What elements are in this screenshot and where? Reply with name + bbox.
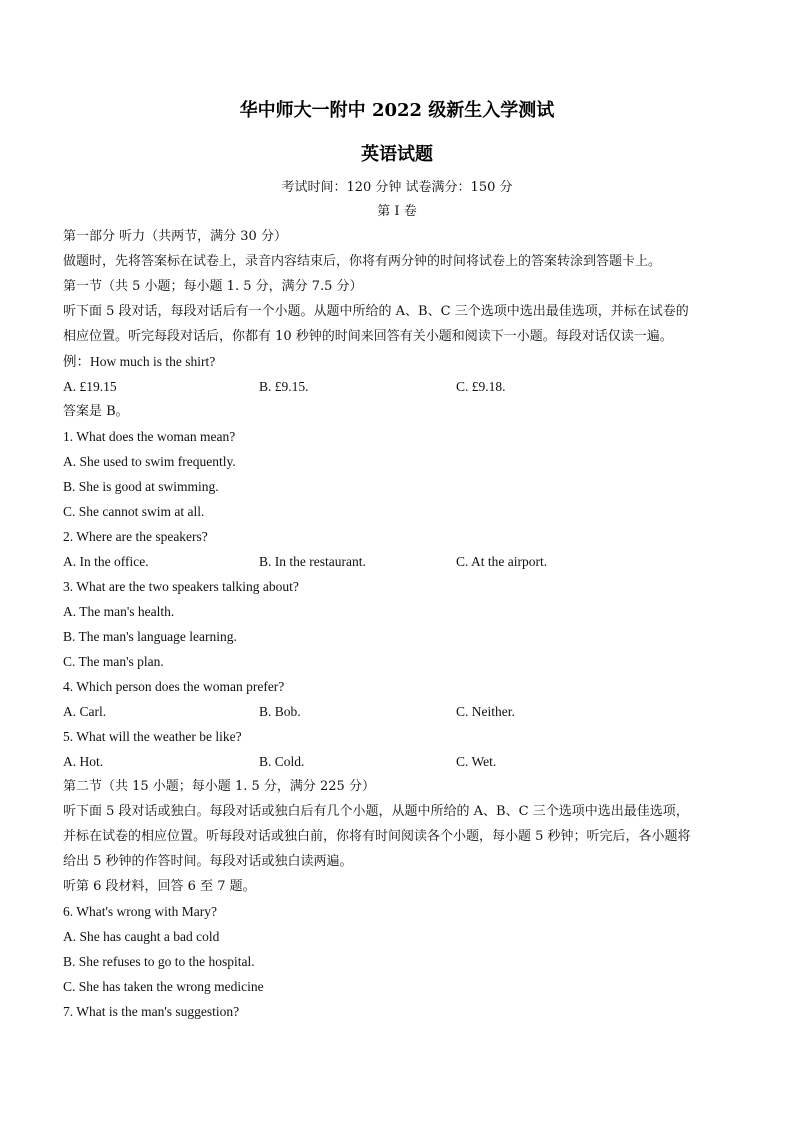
- question-6-stem: 6. What's wrong with Mary?: [63, 904, 218, 919]
- question-4-option-c: C. Neither.: [456, 704, 515, 719]
- question-3-option-c: C. The man's plan.: [63, 654, 164, 669]
- example-option-a: A. £19.15: [63, 379, 117, 394]
- question-3-option-a: A. The man's health.: [63, 604, 175, 619]
- section2-instruction-line2: 并标在试卷的相应位置。听每段对话或独白前，你将有时间阅读各个小题，每小题 5 秒钟；听完后，各小题将: [63, 829, 691, 844]
- question-2-stem: 2. Where are the speakers?: [63, 529, 208, 544]
- exam-subtitle: 英语试题: [361, 144, 433, 165]
- question-6-option-b: B. She refuses to go to the hospital.: [63, 954, 255, 969]
- example-answer: 答案是 B。: [63, 404, 129, 419]
- question-4-option-b: B. Bob.: [259, 704, 301, 719]
- question-5-option-c: C. Wet.: [456, 754, 497, 769]
- question-2-option-b: B. In the restaurant.: [259, 554, 366, 569]
- material-6-label: 听第 6 段材料，回答 6 至 7 题。: [63, 879, 256, 894]
- question-5-options: [63, 749, 733, 774]
- question-1-stem: 1. What does the woman mean?: [63, 429, 236, 444]
- question-5-stem: 5. What will the weather be like?: [63, 729, 242, 744]
- question-1-option-a: A. She used to swim frequently.: [63, 454, 236, 469]
- question-3-stem: 3. What are the two speakers talking about?: [63, 579, 299, 594]
- part1-instruction: 做题时，先将答案标在试卷上，录音内容结束后，你将有两分钟的时间将试卷上的答案转涂到答题卡上。: [63, 254, 662, 269]
- question-6-option-c: C. She has taken the wrong medicine: [63, 979, 264, 994]
- part1-heading: 第一部分 听力（共两节，满分 30 分）: [63, 229, 287, 244]
- section2-heading: 第二节（共 15 小题；每小题 1. 5 分，满分 225 分）: [63, 779, 375, 794]
- question-1-option-c: C. She cannot swim at all.: [63, 504, 205, 519]
- question-6-option-a: A. She has caught a bad cold: [63, 929, 220, 944]
- question-3-option-b: B. The man's language learning.: [63, 629, 237, 644]
- exam-info: 考试时间：120 分钟 试卷满分：150 分: [281, 180, 513, 195]
- example-option-b: B. £9.15.: [259, 379, 309, 394]
- example-question: 例：How much is the shirt?: [63, 354, 216, 369]
- question-5-option-a: A. Hot.: [63, 754, 104, 769]
- section1-heading: 第一节（共 5 小题；每小题 1. 5 分，满分 7.5 分）: [63, 279, 363, 294]
- section2-instruction-line1: 听下面 5 段对话或独白。每段对话或独白后有几个小题，从题中所给的 A、B、C 三个选项中选出最佳选项，: [63, 804, 689, 819]
- question-2-options: [63, 549, 733, 574]
- section1-instruction-line1: 听下面 5 段对话，每段对话后有一个小题。从题中所给的 A、B、C 三个选项中选出最佳选项，并标在试卷的: [63, 304, 689, 319]
- question-2-option-c: C. At the airport.: [456, 554, 548, 569]
- question-4-stem: 4. Which person does the woman prefer?: [63, 679, 285, 694]
- question-1-option-b: B. She is good at swimming.: [63, 479, 219, 494]
- example-option-c: C. £9.18.: [456, 379, 506, 394]
- section1-instruction-line2: 相应位置。听完每段对话后，你都有 10 秒钟的时间来回答有关小题和阅读下一小题。每段对话仅读一遍。: [63, 329, 673, 344]
- question-4-options: [63, 699, 733, 724]
- example-options: [63, 374, 733, 399]
- question-7-stem: 7. What is the man's suggestion?: [63, 1004, 240, 1019]
- section2-instruction-line3: 给出 5 秒钟的作答时间。每段对话或独白读两遍。: [63, 854, 353, 869]
- question-4-option-a: A. Carl.: [63, 704, 107, 719]
- question-2-option-a: A. In the office.: [63, 554, 149, 569]
- volume-label: 第 I 卷: [377, 204, 417, 219]
- exam-body: [63, 224, 733, 1024]
- question-5-option-b: B. Cold.: [259, 754, 305, 769]
- exam-title: 华中师大一附中 2022 级新生入学测试: [239, 100, 555, 121]
